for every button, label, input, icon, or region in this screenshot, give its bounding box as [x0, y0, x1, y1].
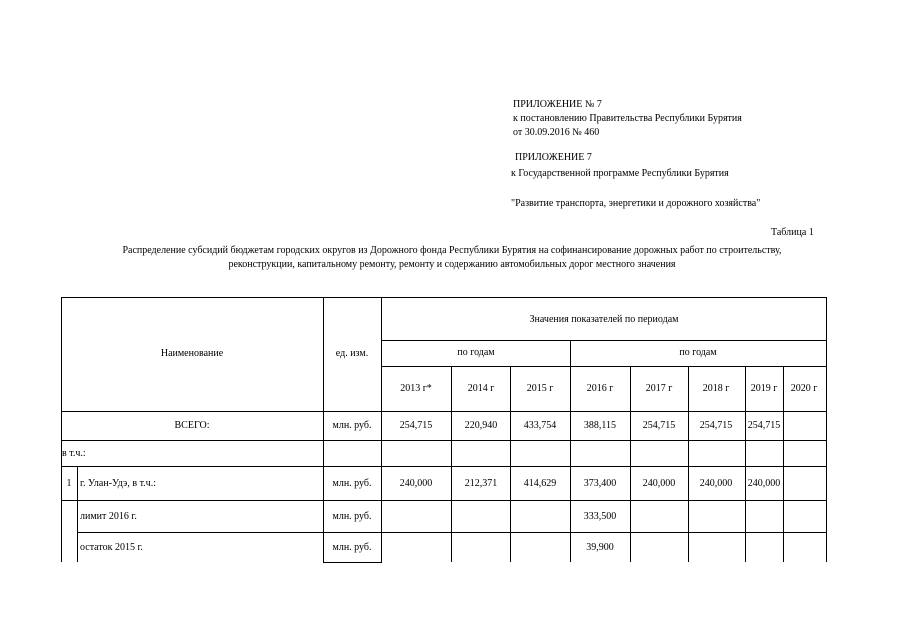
grid-line	[745, 366, 746, 562]
cell-2016: 373,400	[583, 478, 617, 489]
year-2017: 2017 г	[645, 383, 673, 394]
year-2018: 2018 г	[702, 383, 730, 394]
grid-line	[570, 340, 571, 562]
appendix1-date: от 30.09.2016 № 460	[513, 127, 600, 138]
header-values: Значения показателей по периодам	[529, 314, 679, 325]
year-2013: 2013 г*	[400, 383, 432, 394]
grid-line	[381, 340, 826, 341]
cell-2019: 240,000	[747, 478, 781, 489]
row-name: в т.ч.:	[62, 448, 86, 459]
header-name: Наименование	[160, 348, 224, 359]
year-2020: 2020 г	[790, 383, 818, 394]
appendix2-program: к Государственной программе Республики Бурятия	[511, 168, 729, 179]
grid-line	[61, 466, 826, 467]
row-name: остаток 2015 г.	[80, 542, 143, 553]
cell-2016: 388,115	[583, 420, 617, 431]
appendix1-title: ПРИЛОЖЕНИЕ № 7	[513, 99, 602, 110]
year-2015: 2015 г	[526, 383, 554, 394]
appendix1-resolution: к постановлению Правительства Республики Бурятия	[513, 113, 742, 124]
grid-line	[323, 297, 324, 562]
row-unit: млн. руб.	[332, 542, 372, 553]
cell-2013: 240,000	[399, 478, 433, 489]
cell-2013: 254,715	[399, 420, 433, 431]
grid-line	[381, 297, 382, 562]
grid-line	[783, 366, 784, 562]
grid-line	[61, 440, 826, 441]
cell-2018: 254,715	[699, 420, 733, 431]
year-2019: 2019 г	[750, 383, 778, 394]
grid-line	[381, 366, 826, 367]
cell-2016: 333,500	[583, 511, 617, 522]
grid-line	[826, 297, 827, 562]
cell-2014: 212,371	[464, 478, 498, 489]
grid-line	[510, 366, 511, 562]
cell-2015: 433,754	[523, 420, 557, 431]
cell-2017: 240,000	[642, 478, 676, 489]
row-name: ВСЕГО:	[174, 420, 210, 431]
header-group-years-1: по годам	[457, 347, 495, 358]
document-title-line1: Распределение субсидий бюджетам городских округов из Дорожного фонда Республики Бурятия на софинансирование дорожных работ по строительству,	[122, 245, 782, 256]
grid-line	[61, 297, 826, 298]
row-unit: млн. руб.	[332, 511, 372, 522]
row-number: 1	[66, 478, 72, 489]
year-2016: 2016 г	[586, 383, 614, 394]
grid-line	[61, 500, 826, 501]
header-unit: ед. изм.	[335, 348, 369, 359]
grid-line	[630, 366, 631, 562]
table-label: Таблица 1	[771, 227, 814, 238]
document-title-line2: реконструкции, капитальному ремонту, ремонту и содержанию автомобильных дорог местного значения	[228, 259, 676, 270]
year-2014: 2014 г	[467, 383, 495, 394]
cell-2015: 414,629	[523, 478, 557, 489]
grid-line	[77, 466, 78, 562]
grid-line	[451, 366, 452, 562]
grid-line	[688, 366, 689, 562]
grid-line	[61, 297, 62, 562]
cell-2017: 254,715	[642, 420, 676, 431]
cell-2019: 254,715	[747, 420, 781, 431]
cell-2014: 220,940	[464, 420, 498, 431]
row-unit: млн. руб.	[332, 420, 372, 431]
row-name: лимит 2016 г.	[80, 511, 137, 522]
grid-line	[323, 562, 382, 563]
row-name: г. Улан-Удэ, в т.ч.:	[80, 478, 156, 489]
row-unit: млн. руб.	[332, 478, 372, 489]
appendix2-title: ПРИЛОЖЕНИЕ 7	[515, 152, 592, 163]
grid-line	[61, 411, 826, 412]
header-group-years-2: по годам	[679, 347, 717, 358]
program-name: "Развитие транспорта, энергетики и дорожного хозяйства"	[511, 198, 761, 209]
cell-2016: 39,900	[586, 542, 614, 553]
cell-2018: 240,000	[699, 478, 733, 489]
